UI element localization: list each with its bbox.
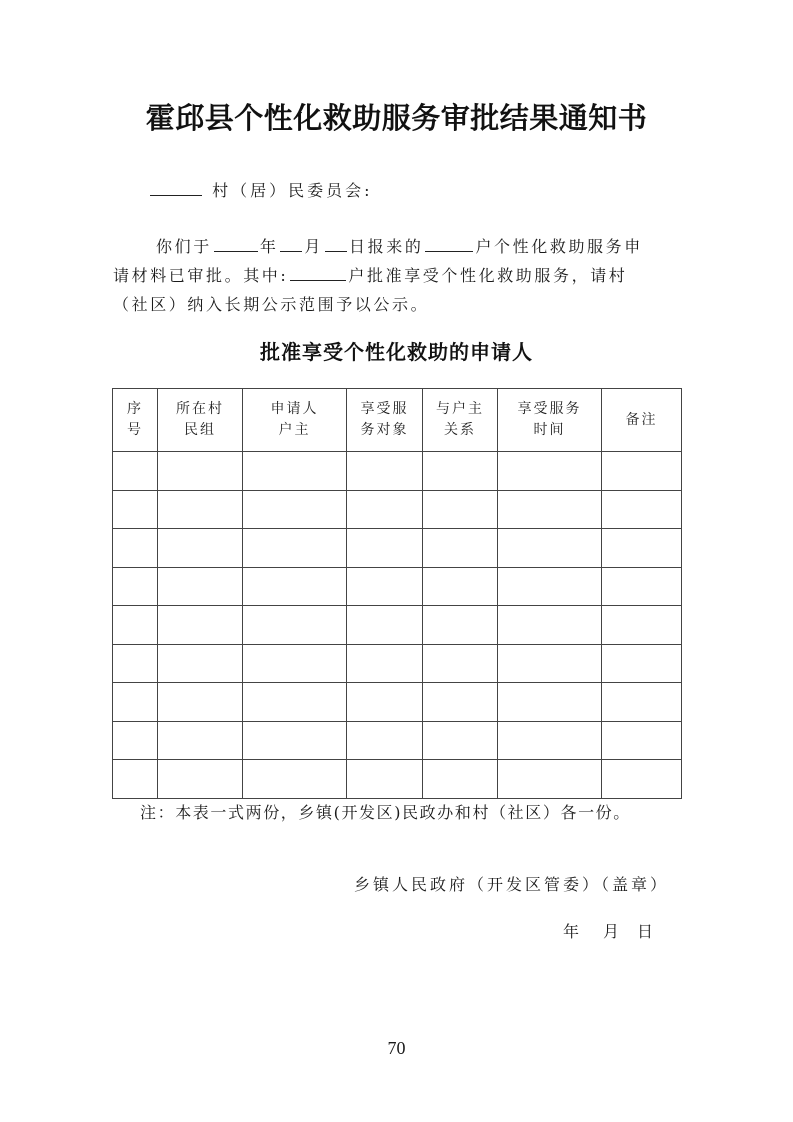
table-cell[interactable]: [243, 644, 347, 683]
notice-body: [113, 232, 683, 319]
table-cell[interactable]: [602, 452, 682, 491]
approved-households-blank[interactable]: [290, 266, 346, 281]
table-row: [113, 760, 682, 799]
body-line-3: （社区）纳入长期公示范围予以公示。: [113, 295, 430, 314]
table-cell[interactable]: [423, 490, 498, 529]
table-cell[interactable]: [423, 529, 498, 568]
table-cell[interactable]: [158, 721, 243, 760]
table-row: [113, 490, 682, 529]
reported-households-blank[interactable]: [425, 237, 473, 252]
table-cell[interactable]: [498, 452, 602, 491]
body-text: 户批准享受个性化救助服务，请村: [348, 266, 628, 285]
table-cell[interactable]: [158, 490, 243, 529]
table-cell[interactable]: [243, 606, 347, 645]
signature-organization: 乡镇人民政府（开发区管委）（盖章）: [354, 875, 670, 894]
table-cell[interactable]: [243, 452, 347, 491]
table-cell[interactable]: [347, 683, 423, 722]
table-cell[interactable]: [347, 644, 423, 683]
table-cell[interactable]: [243, 490, 347, 529]
table-cell[interactable]: [347, 721, 423, 760]
table-cell[interactable]: [113, 567, 158, 606]
table-cell[interactable]: [602, 606, 682, 645]
table-cell[interactable]: [602, 644, 682, 683]
table-cell[interactable]: [113, 529, 158, 568]
table-row: [113, 683, 682, 722]
table-cell[interactable]: [243, 567, 347, 606]
col-header-remarks: 备注: [602, 389, 682, 452]
table-cell[interactable]: [498, 567, 602, 606]
date-day-label: 日: [637, 922, 654, 941]
table-cell[interactable]: [113, 644, 158, 683]
table-cell[interactable]: [158, 567, 243, 606]
table-cell[interactable]: [498, 490, 602, 529]
table-cell[interactable]: [347, 606, 423, 645]
year-blank[interactable]: [214, 237, 258, 252]
applicants-table: [112, 388, 682, 799]
table-cell[interactable]: [423, 760, 498, 799]
salutation-text: 村（居）民委员会:: [212, 181, 373, 200]
table-row: [113, 452, 682, 491]
table-cell[interactable]: [243, 683, 347, 722]
table-cell[interactable]: [113, 606, 158, 645]
table-cell[interactable]: [158, 606, 243, 645]
table-cell[interactable]: [423, 683, 498, 722]
village-name-blank[interactable]: [150, 181, 202, 196]
body-line-1: [113, 232, 683, 261]
body-text: 年: [259, 237, 279, 256]
table-cell[interactable]: [423, 567, 498, 606]
col-header-village-group: 所在村 民组: [158, 389, 243, 452]
month-blank[interactable]: [280, 237, 302, 252]
table-cell[interactable]: [347, 529, 423, 568]
table-header-row: [113, 389, 682, 452]
table-cell[interactable]: [602, 721, 682, 760]
table-row: [113, 644, 682, 683]
body-text: 你们于: [156, 237, 212, 256]
table-cell[interactable]: [113, 490, 158, 529]
body-line-2: [113, 261, 683, 290]
table-cell[interactable]: [347, 490, 423, 529]
table-cell[interactable]: [498, 529, 602, 568]
table-cell[interactable]: [423, 721, 498, 760]
table-title: 批准享受个性化救助的申请人: [260, 340, 533, 364]
date-year-label: 年: [563, 922, 580, 941]
table-cell[interactable]: [347, 452, 423, 491]
table-row: [113, 606, 682, 645]
table-body: [113, 452, 682, 799]
table-cell[interactable]: [158, 529, 243, 568]
table-row: [113, 529, 682, 568]
table-cell[interactable]: [243, 529, 347, 568]
signature-date: [563, 919, 653, 942]
body-text: 户个性化救助服务申: [475, 237, 643, 256]
table-cell[interactable]: [498, 644, 602, 683]
col-header-service-time: 享受服务 时间: [498, 389, 602, 452]
table-cell[interactable]: [423, 644, 498, 683]
table-cell[interactable]: [602, 683, 682, 722]
table-cell[interactable]: [158, 760, 243, 799]
table-cell[interactable]: [113, 683, 158, 722]
col-header-relationship: 与户主 关系: [423, 389, 498, 452]
table-cell[interactable]: [602, 567, 682, 606]
table-cell[interactable]: [498, 683, 602, 722]
table-cell[interactable]: [423, 606, 498, 645]
body-text: 月: [304, 237, 324, 256]
table-cell[interactable]: [243, 721, 347, 760]
table-cell[interactable]: [113, 760, 158, 799]
body-text: 日报来的: [349, 237, 424, 256]
table-cell[interactable]: [347, 567, 423, 606]
table-cell[interactable]: [602, 529, 682, 568]
document-title: 霍邱县个性化救助服务审批结果通知书: [145, 101, 648, 135]
table-cell[interactable]: [113, 452, 158, 491]
table-cell[interactable]: [498, 721, 602, 760]
table-cell[interactable]: [423, 452, 498, 491]
table-cell[interactable]: [158, 644, 243, 683]
day-blank[interactable]: [325, 237, 347, 252]
table-cell[interactable]: [113, 721, 158, 760]
body-text: 请材料已审批。其中:: [113, 266, 289, 285]
col-header-serial: 序 号: [113, 389, 158, 452]
page-number: 70: [387, 1038, 406, 1058]
col-header-applicant-head: 申请人 户主: [243, 389, 347, 452]
table-row: [113, 567, 682, 606]
table-row: [113, 721, 682, 760]
table-cell[interactable]: [347, 760, 423, 799]
table-cell[interactable]: [498, 606, 602, 645]
date-month-label: 月: [603, 922, 620, 941]
salutation: [148, 178, 373, 201]
table-cell[interactable]: [498, 760, 602, 799]
col-header-service-recipient: 享受服 务对象: [347, 389, 423, 452]
table-cell[interactable]: [602, 490, 682, 529]
table-cell[interactable]: [602, 760, 682, 799]
table-cell[interactable]: [158, 452, 243, 491]
table-cell[interactable]: [158, 683, 243, 722]
table-note: 注：本表一式两份，乡镇(开发区)民政办和村（社区）各一份。: [140, 803, 631, 822]
table-cell[interactable]: [243, 760, 347, 799]
